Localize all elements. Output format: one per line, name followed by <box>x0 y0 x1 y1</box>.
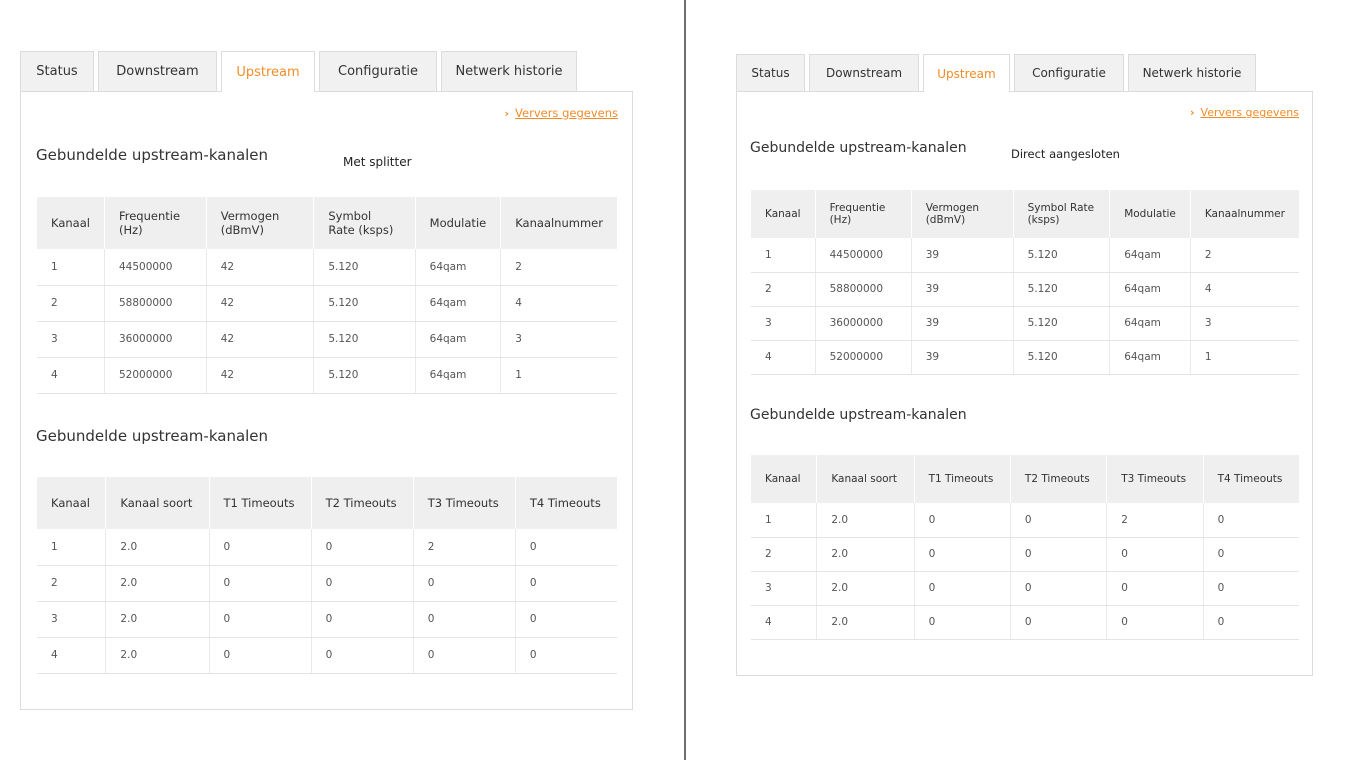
column-header: T1 Timeouts <box>914 455 1010 503</box>
timeouts-table <box>751 455 1299 640</box>
table-row <box>37 357 617 393</box>
table-row <box>37 565 617 601</box>
table-cell: 0 <box>1203 571 1299 605</box>
table-cell: 0 <box>914 605 1010 639</box>
column-header: Kanaal <box>751 455 817 503</box>
table-cell: 0 <box>1203 537 1299 571</box>
tab-downstream[interactable]: Downstream <box>809 54 919 91</box>
column-header: T2 Timeouts <box>311 477 413 529</box>
refresh-link[interactable] <box>505 106 619 120</box>
table-row <box>37 637 617 673</box>
table-cell: 5.120 <box>314 321 415 357</box>
table-cell: 1 <box>501 357 617 393</box>
table-cell: 0 <box>1203 503 1299 537</box>
right-panel <box>736 54 1313 676</box>
refresh-label: Ververs gegevens <box>515 106 618 120</box>
table-cell: 36000000 <box>815 306 911 340</box>
tab-configuratie[interactable]: Configuratie <box>319 51 437 91</box>
table-cell: 3 <box>751 571 817 605</box>
chevron-right-icon: › <box>1189 106 1195 119</box>
table-cell: 0 <box>515 601 617 637</box>
column-header: Vermogen (dBmV) <box>911 190 1013 238</box>
table-cell: 0 <box>1107 605 1203 639</box>
column-header: T4 Timeouts <box>1203 455 1299 503</box>
table-cell: 0 <box>311 529 413 565</box>
column-header: T3 Timeouts <box>1107 455 1203 503</box>
table-cell: 39 <box>911 306 1013 340</box>
left-panel <box>20 51 633 711</box>
table-cell: 36000000 <box>104 321 206 357</box>
table-cell: 0 <box>914 503 1010 537</box>
section-title: Gebundelde upstream-kanalen <box>750 407 967 423</box>
table-cell: 2 <box>37 285 104 321</box>
table-cell: 0 <box>413 601 515 637</box>
table-cell: 0 <box>413 637 515 673</box>
tab-upstream[interactable]: Upstream <box>221 51 315 92</box>
tab-bar <box>20 51 581 91</box>
table-cell: 4 <box>37 357 104 393</box>
table-cell: 1 <box>1190 340 1299 374</box>
table-cell: 39 <box>911 340 1013 374</box>
screen-divider <box>684 0 686 760</box>
table-cell: 0 <box>209 637 311 673</box>
table-cell: 0 <box>914 537 1010 571</box>
tab-netwerk-historie[interactable]: Netwerk historie <box>1128 54 1256 91</box>
table-cell: 0 <box>209 565 311 601</box>
table-cell: 3 <box>1190 306 1299 340</box>
table-cell: 0 <box>1010 503 1106 537</box>
table-cell: 2 <box>1107 503 1203 537</box>
table-cell: 4 <box>37 637 106 673</box>
table-cell: 0 <box>515 565 617 601</box>
table-cell: 4 <box>501 285 617 321</box>
table-cell: 2.0 <box>106 601 209 637</box>
table-cell: 0 <box>515 529 617 565</box>
table-cell: 58800000 <box>104 285 206 321</box>
refresh-link[interactable] <box>1190 106 1299 119</box>
tab-configuratie[interactable]: Configuratie <box>1014 54 1124 91</box>
table-cell: 0 <box>1203 605 1299 639</box>
table-row <box>751 340 1299 374</box>
table-cell: 42 <box>206 357 314 393</box>
table-cell: 64qam <box>415 357 501 393</box>
upstream-channels-table <box>751 190 1299 375</box>
table-cell: 44500000 <box>104 249 206 285</box>
table-cell: 0 <box>1107 537 1203 571</box>
table-row <box>37 249 617 285</box>
table-row <box>37 285 617 321</box>
refresh-label: Ververs gegevens <box>1200 106 1299 119</box>
table-cell: 3 <box>501 321 617 357</box>
table-cell: 0 <box>311 637 413 673</box>
table-cell: 1 <box>37 529 106 565</box>
table-cell: 0 <box>1010 537 1106 571</box>
table-row <box>751 537 1299 571</box>
table-cell: 2.0 <box>106 565 209 601</box>
column-header: Kanaal soort <box>817 455 914 503</box>
chevron-right-icon: › <box>504 106 510 120</box>
column-header: Vermogen (dBmV) <box>206 197 314 249</box>
column-header: T1 Timeouts <box>209 477 311 529</box>
table-cell: 4 <box>751 340 815 374</box>
table-cell: 44500000 <box>815 238 911 272</box>
table-cell: 0 <box>1010 571 1106 605</box>
table-row <box>37 321 617 357</box>
table-cell: 5.120 <box>314 249 415 285</box>
table-cell: 2.0 <box>817 571 914 605</box>
table-cell: 2 <box>751 537 817 571</box>
table-cell: 0 <box>311 601 413 637</box>
table-cell: 42 <box>206 285 314 321</box>
column-header: T2 Timeouts <box>1010 455 1106 503</box>
table-cell: 0 <box>1107 571 1203 605</box>
tab-status[interactable]: Status <box>20 51 94 91</box>
table-cell: 64qam <box>415 321 501 357</box>
tab-bar <box>736 54 1260 94</box>
table-cell: 0 <box>1010 605 1106 639</box>
table-cell: 0 <box>311 565 413 601</box>
column-header: Kanaal soort <box>106 477 209 529</box>
table-cell: 0 <box>914 571 1010 605</box>
table-cell: 58800000 <box>815 272 911 306</box>
table-cell: 64qam <box>1110 340 1191 374</box>
table-cell: 1 <box>751 503 817 537</box>
table-cell: 5.120 <box>314 357 415 393</box>
table-row <box>751 272 1299 306</box>
column-header: Frequentie (Hz) <box>104 197 206 249</box>
column-header: T3 Timeouts <box>413 477 515 529</box>
table-cell: 5.120 <box>1013 306 1110 340</box>
table-cell: 64qam <box>415 249 501 285</box>
table-cell: 2 <box>751 272 815 306</box>
table-cell: 3 <box>37 321 104 357</box>
table-cell: 2.0 <box>817 503 914 537</box>
table-cell: 5.120 <box>1013 238 1110 272</box>
table-cell: 2.0 <box>106 637 209 673</box>
table-cell: 5.120 <box>1013 272 1110 306</box>
upstream-channels-table <box>37 197 617 394</box>
tab-netwerk-historie[interactable]: Netwerk historie <box>441 51 577 91</box>
content-card <box>736 91 1313 676</box>
table-cell: 64qam <box>1110 238 1191 272</box>
table-row <box>37 601 617 637</box>
table-cell: 2 <box>413 529 515 565</box>
content-card <box>20 91 633 710</box>
column-header: Kanaal <box>37 197 104 249</box>
table-cell: 2.0 <box>106 529 209 565</box>
table-row <box>37 529 617 565</box>
table-cell: 0 <box>515 637 617 673</box>
table-cell: 2 <box>1190 238 1299 272</box>
table-cell: 1 <box>751 238 815 272</box>
table-cell: 64qam <box>1110 306 1191 340</box>
section-title: Gebundelde upstream-kanalen <box>36 427 269 445</box>
table-cell: 3 <box>751 306 815 340</box>
direct-note: Direct aangesloten <box>1011 147 1120 161</box>
table-cell: 1 <box>37 249 104 285</box>
table-cell: 3 <box>37 601 106 637</box>
table-row <box>751 306 1299 340</box>
table-cell: 2.0 <box>817 605 914 639</box>
timeouts-table <box>37 477 617 674</box>
tab-upstream[interactable]: Upstream <box>923 54 1010 92</box>
table-cell: 2.0 <box>817 537 914 571</box>
tab-downstream[interactable]: Downstream <box>98 51 217 91</box>
table-cell: 64qam <box>415 285 501 321</box>
section-title: Gebundelde upstream-kanalen <box>36 146 269 164</box>
table-cell: 42 <box>206 321 314 357</box>
table-cell: 4 <box>1190 272 1299 306</box>
section-title: Gebundelde upstream-kanalen <box>750 140 967 156</box>
table-cell: 2 <box>37 565 106 601</box>
column-header: Kanaal <box>751 190 815 238</box>
column-header: Kanaalnummer <box>1190 190 1299 238</box>
table-row <box>751 571 1299 605</box>
table-cell: 5.120 <box>314 285 415 321</box>
table-row <box>751 238 1299 272</box>
tab-status[interactable]: Status <box>736 54 805 91</box>
column-header: Symbol Rate (ksps) <box>1013 190 1110 238</box>
table-cell: 0 <box>209 529 311 565</box>
table-row <box>751 503 1299 537</box>
table-cell: 0 <box>413 565 515 601</box>
table-cell: 52000000 <box>815 340 911 374</box>
column-header: Frequentie (Hz) <box>815 190 911 238</box>
table-cell: 52000000 <box>104 357 206 393</box>
table-cell: 39 <box>911 272 1013 306</box>
column-header: T4 Timeouts <box>515 477 617 529</box>
column-header: Modulatie <box>1110 190 1191 238</box>
splitter-note: Met splitter <box>343 155 412 169</box>
table-cell: 4 <box>751 605 817 639</box>
column-header: Kanaalnummer <box>501 197 617 249</box>
table-cell: 64qam <box>1110 272 1191 306</box>
table-row <box>751 605 1299 639</box>
table-cell: 5.120 <box>1013 340 1110 374</box>
column-header: Kanaal <box>37 477 106 529</box>
column-header: Modulatie <box>415 197 501 249</box>
table-cell: 42 <box>206 249 314 285</box>
table-cell: 39 <box>911 238 1013 272</box>
table-cell: 0 <box>209 601 311 637</box>
column-header: Symbol Rate (ksps) <box>314 197 415 249</box>
table-cell: 2 <box>501 249 617 285</box>
